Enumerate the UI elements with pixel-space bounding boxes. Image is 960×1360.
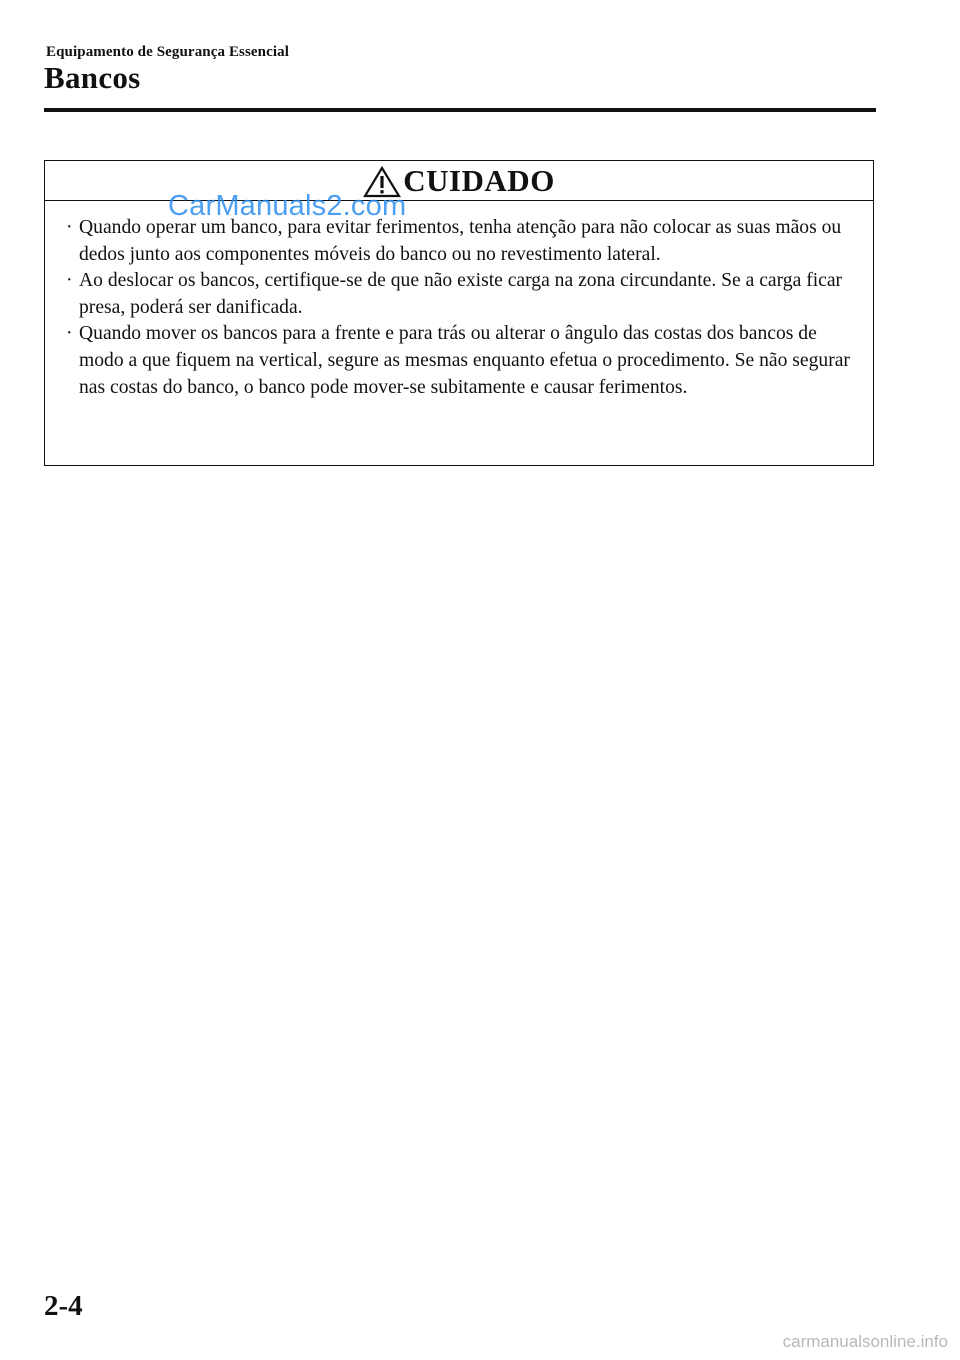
title-rule bbox=[44, 108, 876, 112]
caution-item-text: Quando mover os bancos para a frente e para trás ou alterar o ângulo das costas dos bancos de modo a que fiquem na vertical, segure as mesmas enquanto efetua o procedimento. Se não segurar nas costas do banco, o banco pode mover-se subitamente e causar ferimentos. bbox=[79, 323, 850, 398]
bullet: · bbox=[66, 323, 73, 345]
watermark: CarManuals2.com bbox=[168, 190, 407, 222]
caution-item bbox=[59, 321, 859, 401]
caution-item bbox=[59, 268, 859, 321]
footer-watermark: carmanualsonline.info bbox=[782, 1332, 948, 1351]
bullet: · bbox=[66, 217, 73, 238]
section-label: Equipamento de Segurança Essencial bbox=[46, 44, 290, 60]
caution-heading: CUIDADO bbox=[403, 163, 555, 198]
caution-item-text: Ao deslocar os bancos, certifique-se de que não existe carga na zona circundante. Se a carga ficar presa, poderá ser danificada. bbox=[79, 270, 843, 318]
page-title: Bancos bbox=[44, 60, 141, 95]
caution-list bbox=[45, 201, 873, 401]
bullet: · bbox=[66, 270, 73, 292]
caution-item-text: Quando operar um banco, para evitar ferimentos, tenha atenção para não colocar as suas mãos ou dedos junto aos componentes móveis do banco ou no revestimento lateral. bbox=[79, 217, 842, 265]
page-number: 2-4 bbox=[44, 1290, 83, 1322]
